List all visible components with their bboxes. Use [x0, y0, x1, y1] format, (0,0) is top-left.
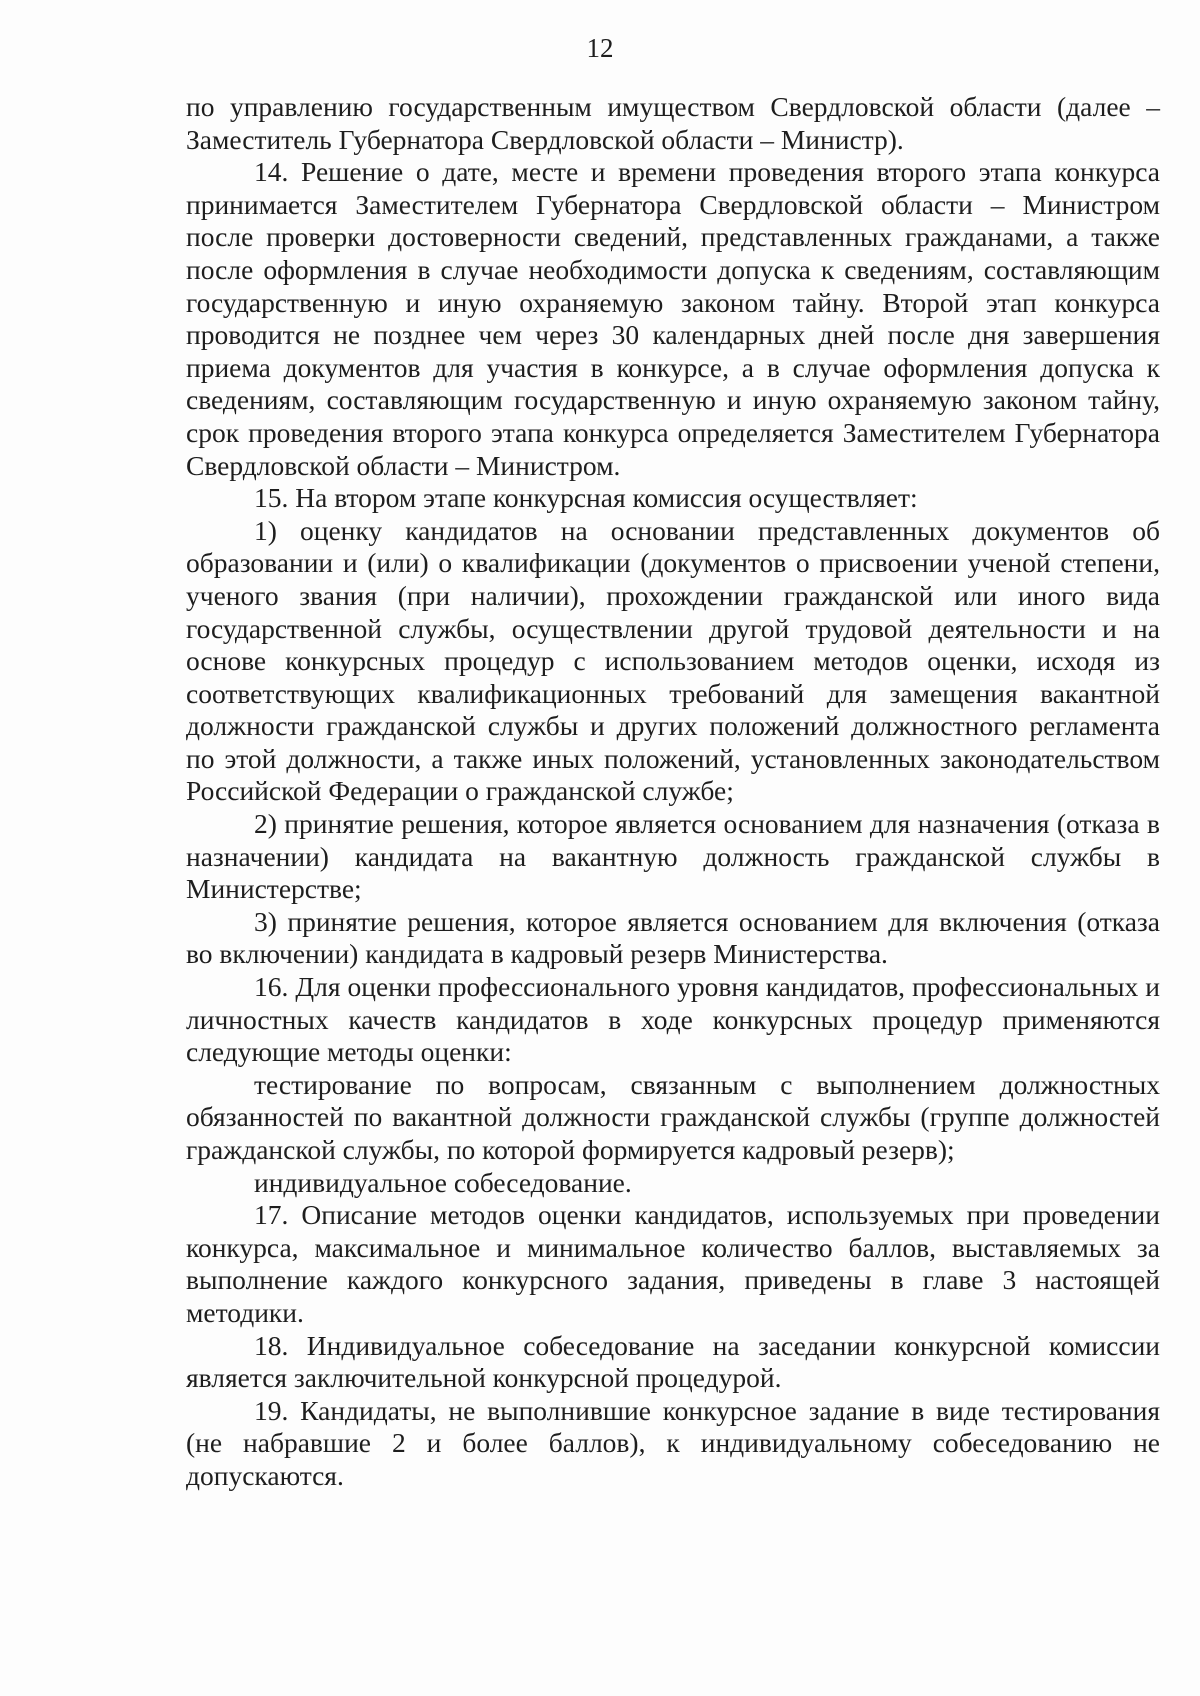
paragraph-continuation: по управлению государственным имуществом Свердловской области (далее – Заместитель Губернатора Свердловской области – Министр). [186, 91, 1160, 155]
paragraph-16-method-testing: тестирование по вопросам, связанным с выполнением должностных обязанностей по вакантной должности гражданской службы (группе должностей гражданской службы, по которой формируется кадровый резерв); [186, 1068, 1160, 1165]
page-number: 12 [586, 33, 614, 63]
paragraph-19: 19. Кандидаты, не выполнившие конкурсное задание в виде тестирования (не набравшие 2 и более баллов), к индивидуальному собеседованию не допускаются. [186, 1394, 1160, 1491]
document-body [186, 91, 1160, 1493]
paragraph-14: 14. Решение о дате, месте и времени проведения второго этапа конкурса принимается Заместителем Губернатора Свердловской области – Министром после проверки достоверности сведений, представленных гражданами, а также после оформления в случае необходимости допуска к сведениям, составляющим государственную и иную охраняемую законом тайну. Второй этап конкурса проводится не позднее чем через 30 календарных дней после дня завершения приема документов для участия в конкурсе, а в случае оформления допуска к сведениям, составляющим государственную и иную охраняемую законом тайну, срок проведения второго этапа конкурса определяется Заместителем Губернатора Свердловской области – Министром. [186, 156, 1160, 481]
paragraph-15-item-2: 2) принятие решения, которое является основанием для назначения (отказа в назначении) кандидата на вакантную должность гражданской службы в Министерстве; [186, 808, 1160, 905]
paragraph-15-item-3: 3) принятие решения, которое является основанием для включения (отказа во включении) кандидата в кадровый резерв Министерства. [186, 905, 1160, 970]
paragraph-15-item-1: 1) оценку кандидатов на основании представленных документов об образовании и (или) о квалификации (документов о присвоении ученой степени, ученого звания (при наличии), прохождении гражданской или иного вида государственной службы, осуществлении другой трудовой деятельности и на основе конкурсных процедур с использованием методов оценки, исходя из соответствующих квалификационных требований для замещения вакантной должности гражданской службы и других положений должностного регламента по этой должности, а также иных положений, установленных законодательством Российской Федерации о гражданской службе; [186, 514, 1160, 807]
paragraph-16: 16. Для оценки профессионального уровня кандидатов, профессиональных и личностных качеств кандидатов в ходе конкурсных процедур применяются следующие методы оценки: [186, 971, 1160, 1068]
paragraph-18: 18. Индивидуальное собеседование на заседании конкурсной комиссии является заключительной конкурсной процедурой. [186, 1329, 1160, 1394]
paragraph-17: 17. Описание методов оценки кандидатов, используемых при проведении конкурса, максимальное и минимальное количество баллов, выставляемых за выполнение каждого конкурсного задания, приведены в главе 3 настоящей методики. [186, 1199, 1160, 1328]
paragraph-15: 15. На втором этапе конкурсная комиссия осуществляет: [254, 482, 918, 514]
paragraph-16-method-interview: индивидуальное собеседование. [254, 1166, 632, 1198]
